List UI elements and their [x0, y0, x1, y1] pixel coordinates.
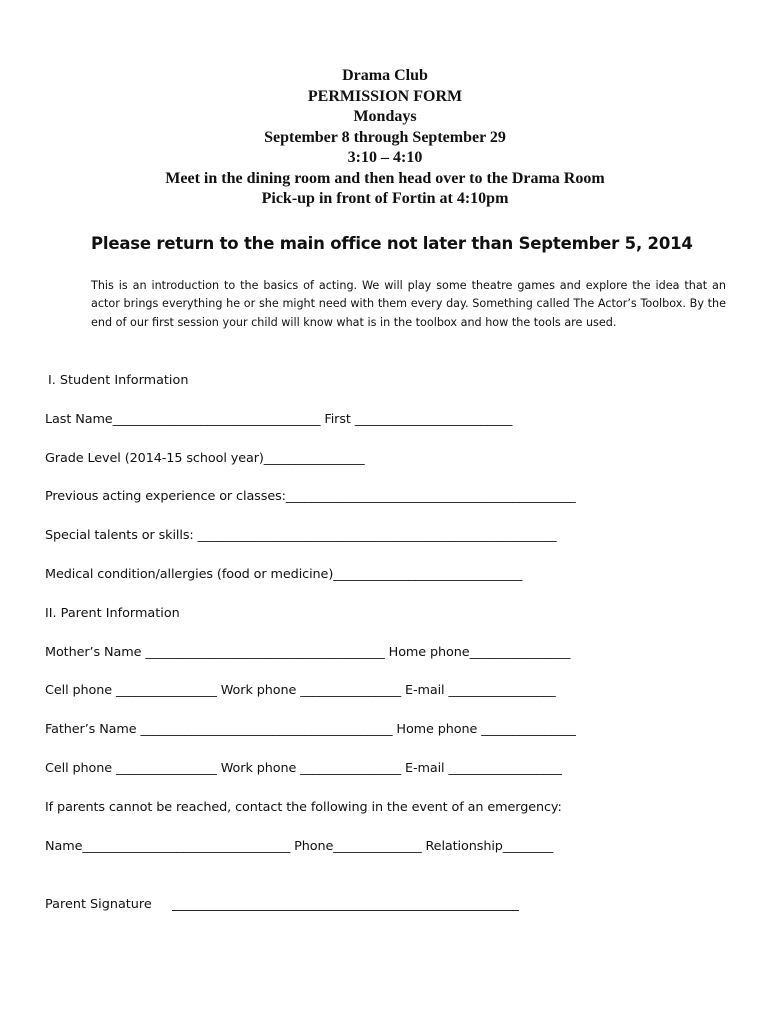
meeting-time: 3:10 – 4:10 [347, 149, 423, 166]
meeting-dates: September 8 through September 29 [264, 128, 506, 146]
club-name: Drama Club [342, 67, 428, 84]
form-header [0, 66, 770, 210]
acting-experience-field[interactable]: Previous acting experience or classes:______________________________________________ [45, 489, 576, 504]
grade-level-field[interactable]: Grade Level (2014-15 school year)________________ [45, 451, 365, 466]
medical-condition-field[interactable]: Medical condition/allergies (food or medicine)______________________________ [45, 567, 523, 582]
emergency-contact-field[interactable]: Name_________________________________ Phone______________ Relationship________ [45, 839, 554, 854]
student-name-field[interactable]: Last Name_________________________________ First _________________________ [45, 412, 513, 427]
form-title: PERMISSION FORM [307, 87, 463, 105]
parent-signature-line[interactable] [172, 910, 519, 911]
mother-name-field[interactable]: Mother’s Name ______________________________________ Home phone________________ [45, 645, 571, 660]
student-section-title: I. Student Information [48, 373, 189, 388]
pickup-location: Pick-up in front of Fortin at 4:10pm [261, 190, 509, 207]
father-phones-field[interactable]: Cell phone ________________ Work phone ________________ E-mail __________________ [45, 761, 562, 776]
emergency-instruction: If parents cannot be reached, contact the following in the event of an emergency: [45, 800, 562, 815]
father-name-field[interactable]: Father’s Name ________________________________________ Home phone _______________ [45, 722, 576, 737]
intro-paragraph: This is an introduction to the basics of acting. We will play some theatre games and explore the idea that an actor brings everything he or she might need with them every day. Something called The Actor’s Toolbox. By the end of our first session your child will know what is in the toolbox and how the tools are used. [91, 279, 726, 329]
parent-signature-label: Parent Signature [45, 897, 152, 912]
parent-section-title: II. Parent Information [45, 606, 180, 621]
return-notice: Please return to the main office not later than September 5, 2014 [91, 234, 693, 253]
meeting-day: Mondays [353, 108, 417, 125]
meeting-location: Meet in the dining room and then head over to the Drama Room [165, 169, 605, 187]
special-talents-field[interactable]: Special talents or skills: _________________________________________________________ [45, 528, 557, 543]
mother-phones-field[interactable]: Cell phone ________________ Work phone ________________ E-mail _________________ [45, 683, 556, 698]
